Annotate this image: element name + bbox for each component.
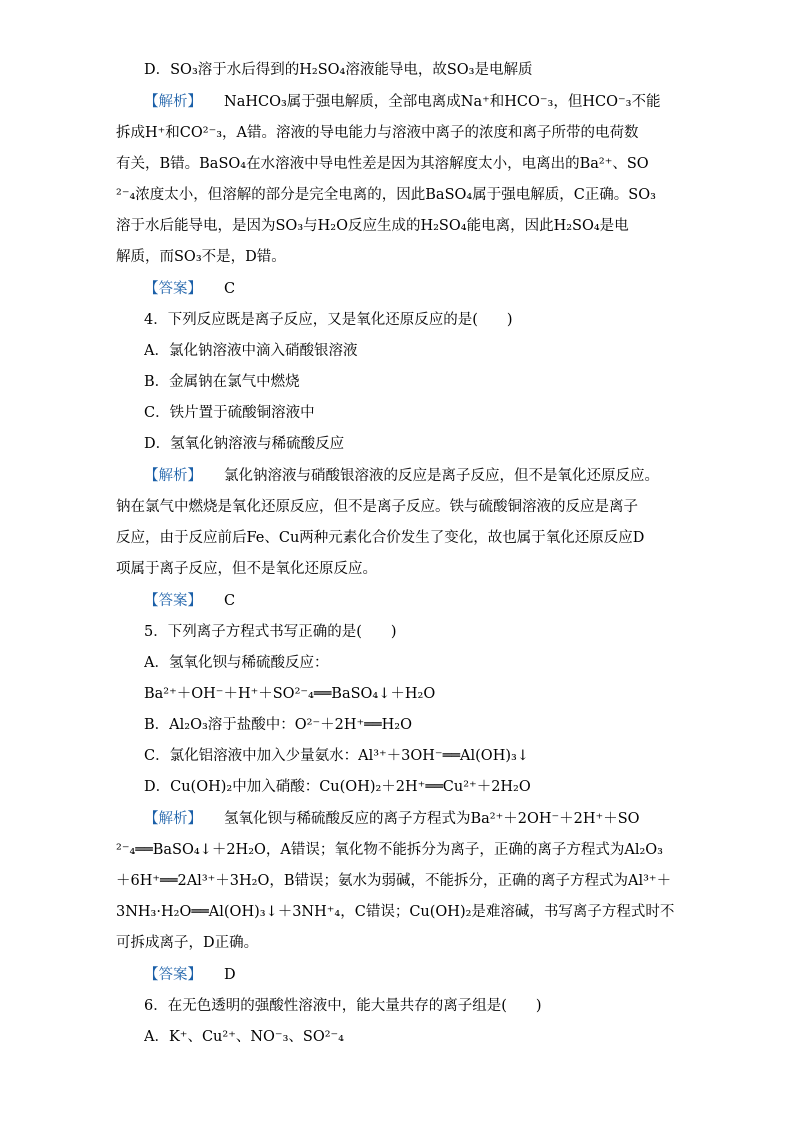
line-text: 项属于离子反应，但不是氧化还原反应。 (116, 561, 377, 577)
text-line (144, 372, 714, 392)
line-text: ²⁻₄══BaSO₄↓＋2H₂O，A错误；氧化物不能拆分为离子，正确的离子方程式为Al₂O₃ (116, 842, 663, 858)
text-line (116, 247, 686, 267)
text-line (144, 622, 714, 642)
line-text: 拆成H⁺和CO²⁻₃，A错。溶液的导电能力与溶液中离子的浓度和离子所带的电荷数 (116, 125, 639, 141)
line-text: B．Al₂O₃溶于盐酸中：O²⁻＋2H⁺══H₂O (144, 717, 412, 733)
line-text: 解质，而SO₃不是，D错。 (116, 249, 286, 265)
line-text: 6．在无色透明的强酸性溶液中，能大量共存的离子组是( ) (144, 998, 542, 1014)
section-tag: 【答案】 (144, 593, 202, 609)
line-text: Ba²⁺＋OH⁻＋H⁺＋SO²⁻₄══BaSO₄↓＋H₂O (144, 686, 436, 702)
text-line (144, 996, 714, 1016)
line-text: 反应，由于反应前后Fe、Cu两种元素化合价发生了变化，故也属于氧化还原反应D (116, 530, 645, 546)
text-line (144, 965, 714, 985)
text-line (116, 154, 686, 174)
text-line (116, 840, 686, 860)
text-line (144, 466, 714, 486)
line-text: 5．下列离子方程式书写正确的是( ) (144, 624, 397, 640)
text-line (116, 123, 686, 143)
text-line (144, 279, 714, 299)
line-text: NaHCO₃属于强电解质，全部电离成Na⁺和HCO⁻₃，但HCO⁻₃不能 (224, 94, 661, 110)
text-line (144, 1027, 714, 1047)
line-text: D．氢氧化钠溶液与稀硫酸反应 (144, 436, 345, 452)
line-text: 溶于水后能导电，是因为SO₃与H₂O反应生成的H₂SO₄能电离，因此H₂SO₄是电 (116, 218, 629, 234)
text-line (116, 933, 686, 953)
line-text: 可拆成离子，D正确。 (116, 935, 259, 951)
line-text: C．氯化铝溶液中加入少量氨水：Al³⁺＋3OH⁻══Al(OH)₃↓ (144, 748, 529, 764)
section-tag: 【答案】 (144, 281, 202, 297)
text-line (116, 216, 686, 236)
line-text: 4．下列反应既是离子反应，又是氧化还原反应的是( ) (144, 312, 513, 328)
section-tag: 【解析】 (144, 94, 202, 110)
text-line (144, 60, 714, 80)
text-line (116, 528, 686, 548)
line-text: 3NH₃·H₂O══Al(OH)₃↓＋3NH⁺₄，C错误；Cu(OH)₂是难溶碱，书写离子方程式时不 (116, 904, 675, 920)
line-text: D．Cu(OH)₂中加入硝酸：Cu(OH)₂＋2H⁺══Cu²⁺＋2H₂O (144, 779, 531, 795)
text-line (144, 310, 714, 330)
text-line (144, 403, 714, 423)
line-text: A．氢氧化钡与稀硫酸反应： (144, 655, 329, 671)
line-text: ＋6H⁺══2Al³⁺＋3H₂O，B错误；氨水为弱碱，不能拆分，正确的离子方程式为Al³⁺＋ (116, 873, 672, 889)
text-line (144, 92, 714, 112)
line-text: A．氯化钠溶液中滴入硝酸银溶液 (144, 343, 358, 359)
text-line (144, 653, 714, 673)
section-tag: 【解析】 (144, 811, 202, 827)
text-line (116, 871, 686, 891)
line-text: C (224, 593, 236, 609)
line-text: ²⁻₄浓度太小，但溶解的部分是完全电离的，因此BaSO₄属于强电解质，C正确。SO₃ (116, 187, 656, 203)
section-tag: 【答案】 (144, 967, 202, 983)
line-text: D．SO₃溶于水后得到的H₂SO₄溶液能导电，故SO₃是电解质 (144, 62, 533, 78)
text-line (116, 559, 686, 579)
section-tag: 【解析】 (144, 468, 202, 484)
text-line (144, 434, 714, 454)
text-line (144, 591, 714, 611)
line-text: D (224, 967, 236, 983)
text-line (144, 684, 714, 704)
text-line (144, 746, 714, 766)
text-line (116, 902, 686, 922)
line-text: 氯化钠溶液与硝酸银溶液的反应是离子反应，但不是氧化还原反应。 (224, 468, 659, 484)
line-text: C (224, 281, 236, 297)
line-text: 氢氧化钡与稀硫酸反应的离子方程式为Ba²⁺＋2OH⁻＋2H⁺＋SO (224, 811, 640, 827)
text-line (116, 185, 686, 205)
text-line (144, 715, 714, 735)
text-line (144, 809, 714, 829)
text-line (144, 341, 714, 361)
text-line (144, 777, 714, 797)
text-line (116, 497, 686, 517)
line-text: 钠在氯气中燃烧是氧化还原反应，但不是离子反应。铁与硫酸铜溶液的反应是离子 (116, 499, 638, 515)
line-text: A．K⁺、Cu²⁺、NO⁻₃、SO²⁻₄ (144, 1029, 344, 1045)
line-text: B．金属钠在氯气中燃烧 (144, 374, 300, 390)
line-text: C．铁片置于硫酸铜溶液中 (144, 405, 315, 421)
line-text: 有关，B错。BaSO₄在水溶液中导电性差是因为其溶解度太小，电离出的Ba²⁺、SO (116, 156, 649, 172)
